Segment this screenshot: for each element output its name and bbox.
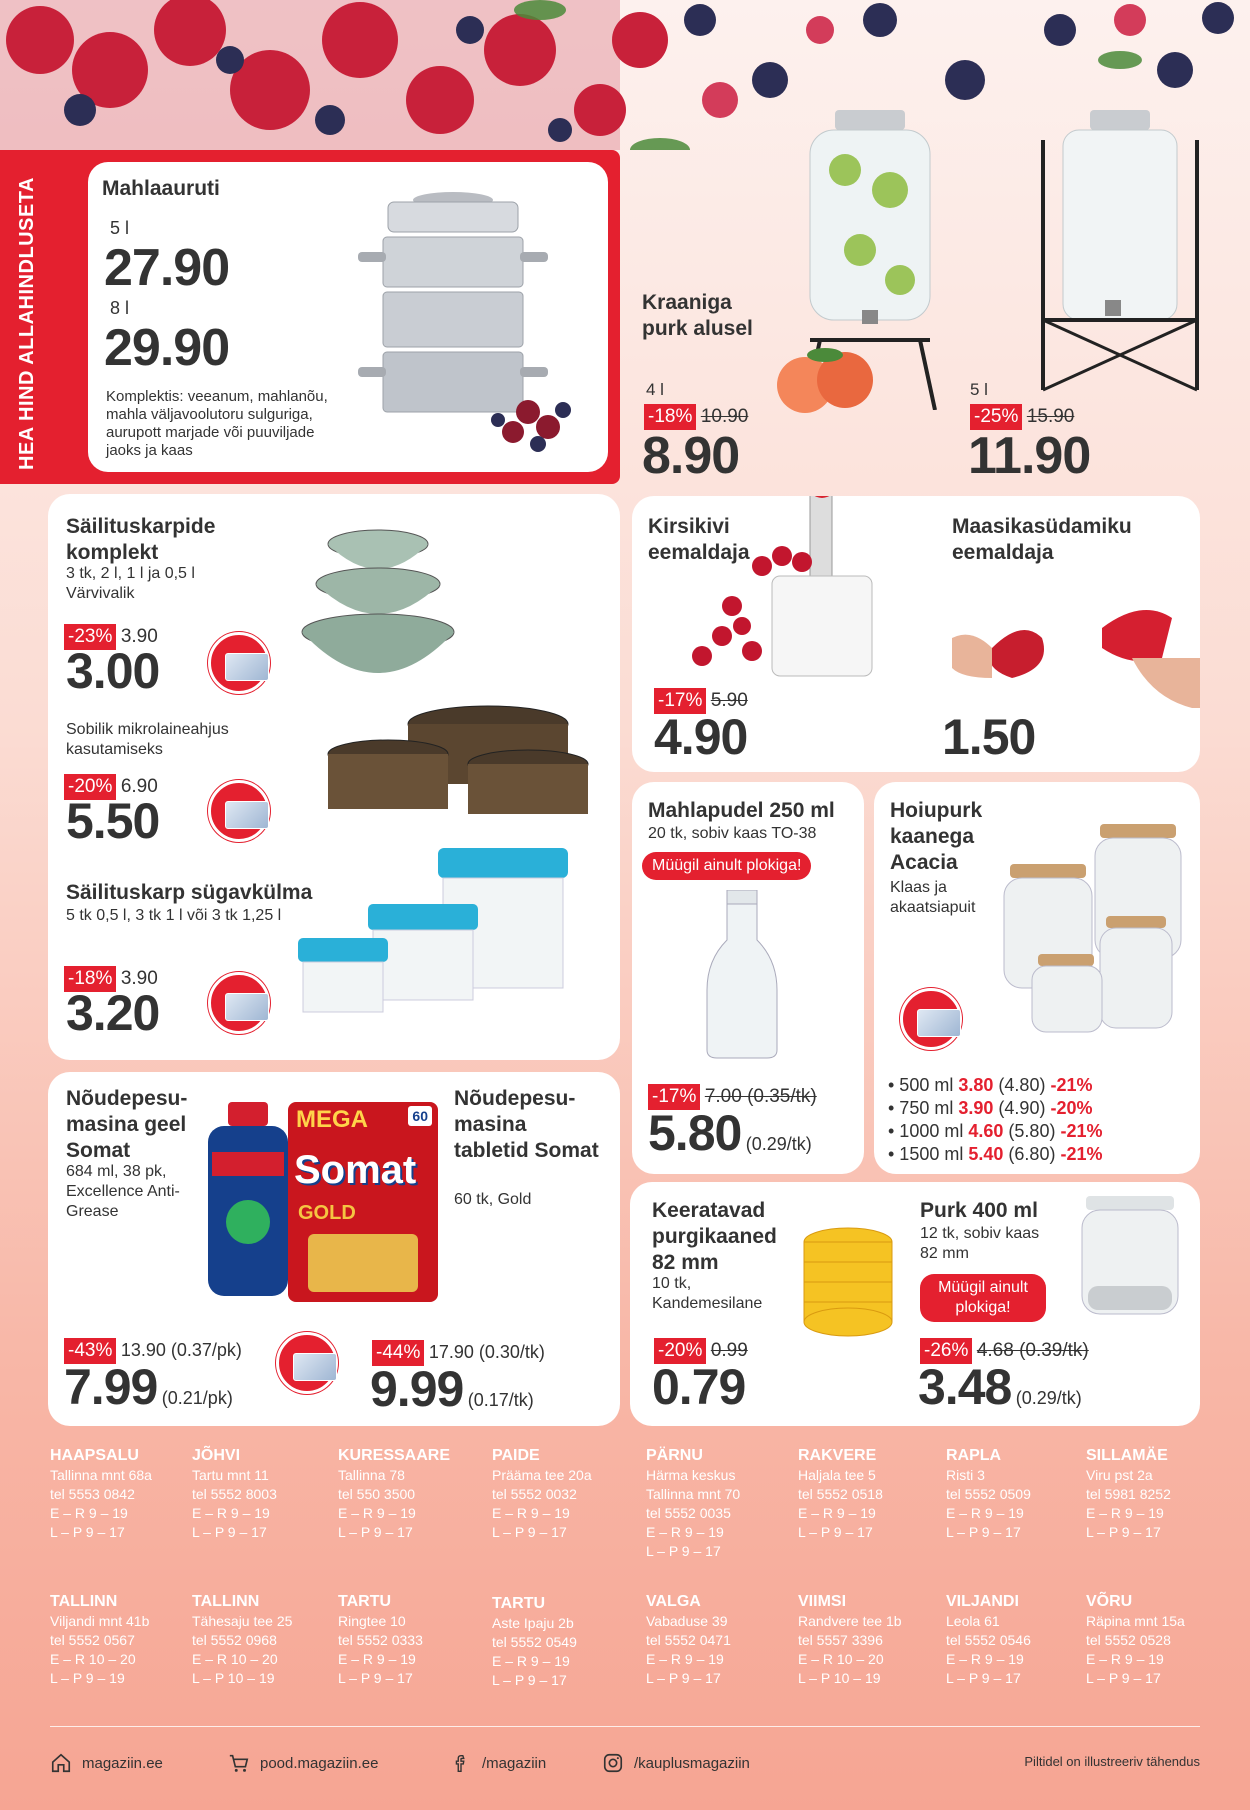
- jar-row-old: (6.80): [1008, 1144, 1056, 1164]
- store-line: L – P 9 – 17: [946, 1670, 1021, 1686]
- store-line: L – P 9 – 17: [50, 1524, 125, 1540]
- store-line: E – R 9 – 19: [1086, 1651, 1164, 1667]
- store-line: L – P 9 – 17: [338, 1670, 413, 1686]
- jar400-block-pill: Müügil ainult plokiga!: [920, 1274, 1046, 1322]
- store-name: RAPLA: [946, 1447, 1002, 1464]
- jar-row-old: (5.80): [1008, 1121, 1056, 1141]
- store-name: VIIMSI: [798, 1593, 847, 1610]
- store-line: E – R 9 – 19: [338, 1505, 416, 1521]
- store-line: tel 5552 0549: [492, 1634, 577, 1650]
- jar400-price-row: [918, 1360, 1082, 1414]
- store-line: Räpina mnt 15a: [1086, 1613, 1185, 1629]
- jar400-desc: 12 tk, sobiv kaas 82 mm: [920, 1225, 1040, 1262]
- loyalty-card-icon: [293, 1353, 337, 1381]
- store-tallinn-2: [192, 1592, 292, 1688]
- dispenser-section: [630, 110, 1230, 490]
- jar-row-old: (4.80): [998, 1075, 1046, 1095]
- lids-image: [798, 1222, 898, 1342]
- store-line: tel 5981 8252: [1086, 1486, 1171, 1502]
- somat-card: [48, 1072, 620, 1426]
- bowls-image: [298, 514, 458, 694]
- jar-row-pct: -21%: [1060, 1121, 1103, 1141]
- store-line: Prääma tee 20a: [492, 1467, 592, 1483]
- cherry-price: 4.90: [654, 709, 748, 765]
- jar-price-row: [888, 1074, 1103, 1097]
- loyalty-card-icon: [225, 801, 269, 829]
- store-name: VÕRU: [1086, 1593, 1133, 1610]
- store-line: E – R 9 – 19: [946, 1505, 1024, 1521]
- jar400-badge: -26%: [920, 1338, 972, 1364]
- store-line: tel 550 3500: [338, 1486, 416, 1502]
- freezer-price: 3.20: [66, 985, 160, 1041]
- containers-title: Säilituskarpide komplekt: [66, 515, 216, 564]
- store-line: tel 5552 0546: [946, 1632, 1031, 1648]
- store-kuressaare: [338, 1446, 450, 1542]
- loyalty-card-badge: [208, 632, 270, 694]
- bottle-old: 7.00 (0.35/tk): [704, 1086, 817, 1107]
- jar-row-pct: -21%: [1060, 1144, 1103, 1164]
- jar-row-pct: -20%: [1050, 1098, 1093, 1118]
- store-line: Randvere tee 1b: [798, 1613, 902, 1629]
- cherry-old: 5.90: [710, 690, 748, 711]
- store-line: E – R 9 – 19: [646, 1651, 724, 1667]
- store-voru: [1086, 1592, 1185, 1688]
- loyalty-card-badge: [208, 972, 270, 1034]
- jar-row-price: 5.40: [968, 1144, 1004, 1164]
- store-line: E – R 9 – 19: [338, 1651, 416, 1667]
- somat-gel-desc: 684 ml, 38 pk, Excellence Anti-Grease: [66, 1163, 180, 1220]
- somat-gel-old: 13.90 (0.37/pk): [120, 1340, 242, 1360]
- bottle-image: [702, 890, 782, 1060]
- store-line: Aste Ipaju 2b: [492, 1615, 574, 1631]
- somat-tabs-unit: (0.17/tk): [467, 1390, 534, 1410]
- footer-divider: [50, 1726, 1200, 1727]
- store-name: TALLINN: [50, 1593, 118, 1610]
- jar-row-size: • 750 ml: [888, 1098, 954, 1118]
- dispenser-a-price: 8.90: [642, 427, 740, 485]
- store-line: tel 5553 0842: [50, 1486, 135, 1502]
- jar-price-row: [888, 1097, 1103, 1120]
- footer-instagram-link[interactable]: [602, 1752, 750, 1774]
- store-line: tel 5557 3396: [798, 1632, 883, 1648]
- store-line: L – P 9 – 17: [646, 1543, 721, 1559]
- store-name: TARTU: [338, 1593, 392, 1610]
- lids-badge: -20%: [654, 1338, 706, 1364]
- steamer-size1: 5 l: [110, 218, 130, 238]
- loyalty-card-icon: [225, 993, 269, 1021]
- store-rapla: [946, 1446, 1031, 1542]
- store-line: Ringtee 10: [338, 1613, 406, 1629]
- jar400-old: 4.68 (0.39/tk): [976, 1340, 1089, 1361]
- bottle-price-row: [648, 1106, 812, 1160]
- store-line: Tartu mnt 11: [192, 1467, 269, 1483]
- store-line: L – P 10 – 19: [192, 1670, 275, 1686]
- store-list: [0, 1446, 1250, 1706]
- dispenser-a-size: 4 l: [646, 380, 664, 399]
- footer-shop-link[interactable]: [228, 1752, 378, 1774]
- steamer-desc: Komplektis: veeanum, mahlanõu, mahla väljavoolutoru sulguriga, aurupott marjade või puuviljade jaoks ja kaas: [106, 388, 328, 459]
- store-line: tel 5552 0528: [1086, 1632, 1171, 1648]
- jar-row-size: • 1500 ml: [888, 1144, 964, 1164]
- store-tartu-2: [492, 1594, 577, 1690]
- store-paide: [492, 1446, 592, 1542]
- store-line: E – R 9 – 19: [492, 1653, 570, 1669]
- dispenser-b-old: 15.90: [1026, 406, 1075, 427]
- lids-price: 0.79: [652, 1359, 746, 1415]
- somat-pack-brand: Somat: [294, 1148, 417, 1192]
- bottle-unit: (0.29/tk): [745, 1134, 812, 1154]
- containers-card: [48, 494, 620, 1060]
- store-name: PAIDE: [492, 1447, 540, 1464]
- somat-tabs-badge: -44%: [372, 1340, 424, 1366]
- store-name: PÄRNU: [646, 1447, 703, 1464]
- loyalty-card-badge: [900, 988, 962, 1050]
- loyalty-card-icon: [225, 653, 269, 681]
- jar-desc: Klaas ja akaatsiapuit: [890, 879, 976, 916]
- steamer-title: Mahlaauruti: [102, 177, 220, 200]
- store-line: E – R 10 – 20: [50, 1651, 136, 1667]
- pitter-card: [632, 496, 1200, 772]
- jar-card: [874, 782, 1200, 1174]
- dispenser-a-old: 10.90: [700, 406, 749, 427]
- somat-tabs-price: 9.99: [370, 1361, 464, 1417]
- facebook-icon: [450, 1752, 472, 1774]
- jar-price-row: [888, 1120, 1103, 1143]
- store-name: TARTU: [492, 1595, 546, 1612]
- strawberry-title: Maasikasüdamiku eemaldaja: [952, 515, 1132, 564]
- freezer-old: 3.90: [120, 968, 158, 989]
- freezer-title: Säilituskarp sügavkülma: [66, 881, 313, 904]
- store-line: Vabaduse 39: [646, 1613, 728, 1629]
- lids-old: 0.99: [710, 1340, 748, 1361]
- footer-facebook-text: /magaziin: [482, 1754, 547, 1772]
- vertical-banner: [16, 160, 50, 470]
- jar-row-price: 3.90: [958, 1098, 994, 1118]
- store-line: E – R 10 – 20: [798, 1651, 884, 1667]
- store-parnu: [646, 1446, 740, 1561]
- dispenser-b-price: 11.90: [968, 427, 1091, 485]
- store-viimsi: [798, 1592, 902, 1688]
- store-line: L – P 9 – 17: [492, 1672, 567, 1688]
- jar-image: [1000, 824, 1190, 1034]
- store-line: L – P 9 – 19: [50, 1670, 125, 1686]
- containers-desc1: 3 tk, 2 l, 1 l ja 0,5 l: [66, 565, 195, 582]
- somat-pack-mega: MEGA: [296, 1106, 368, 1133]
- store-line: E – R 9 – 19: [946, 1651, 1024, 1667]
- footer-site-text: magaziin.ee: [82, 1754, 163, 1772]
- store-line: tel 5552 0518: [798, 1486, 883, 1502]
- instagram-icon: [602, 1752, 624, 1774]
- store-line: tel 5552 8003: [192, 1486, 277, 1502]
- cherry-pitter-image: [672, 496, 932, 686]
- store-line: Tallinna 78: [338, 1467, 405, 1483]
- containers-price: 3.00: [66, 643, 160, 699]
- freezer-boxes-image: [298, 838, 598, 1038]
- store-valga: [646, 1592, 731, 1688]
- loyalty-card-badge: [208, 780, 270, 842]
- store-line: tel 5552 0471: [646, 1632, 731, 1648]
- store-name: JÕHVI: [192, 1447, 241, 1464]
- store-rakvere: [798, 1446, 883, 1542]
- store-line: tel 5552 0035: [646, 1505, 731, 1521]
- store-tallinn-1: [50, 1592, 149, 1688]
- store-line: E – R 10 – 20: [192, 1651, 278, 1667]
- store-line: Tallinna mnt 70: [646, 1486, 741, 1502]
- store-line: tel 5552 0333: [338, 1632, 423, 1648]
- containers-micro-price: 5.50: [66, 793, 160, 849]
- footer-note: Piltidel on illustreeriv tähendus: [1024, 1754, 1200, 1769]
- store-line: Härma keskus: [646, 1467, 736, 1483]
- jar-row-size: • 500 ml: [888, 1075, 954, 1095]
- jar-row-size: • 1000 ml: [888, 1121, 964, 1141]
- store-line: E – R 9 – 19: [798, 1505, 876, 1521]
- cart-icon: [228, 1752, 250, 1774]
- store-line: Leola 61: [946, 1613, 1000, 1629]
- store-name: HAAPSALU: [50, 1447, 139, 1464]
- store-haapsalu: [50, 1446, 152, 1542]
- somat-pack-tablet: [308, 1234, 418, 1292]
- store-name: KURESSAARE: [338, 1447, 451, 1464]
- jar400-price: 3.48: [918, 1359, 1012, 1415]
- somat-pack-gold: GOLD: [298, 1202, 356, 1224]
- somat-tabs-old: 17.90 (0.30/tk): [428, 1342, 545, 1362]
- store-line: Viljandi mnt 41b: [50, 1613, 150, 1629]
- somat-gel-price: 7.99: [64, 1359, 158, 1415]
- dispenser-image-right: [1035, 110, 1205, 400]
- bottle-desc: 20 tk, sobiv kaas TO-38: [648, 825, 817, 842]
- store-line: Tallinna mnt 68a: [50, 1467, 152, 1483]
- bottle-price: 5.80: [648, 1105, 742, 1161]
- strawberry-huller-image: [952, 588, 1200, 708]
- footer-facebook-link[interactable]: [450, 1752, 546, 1774]
- somat-gel-price-row: [64, 1360, 233, 1414]
- footer-shop-text: pood.magaziin.ee: [260, 1754, 379, 1772]
- footer-instagram-text: /kauplusmagaziin: [634, 1754, 750, 1772]
- store-line: tel 5552 0968: [192, 1632, 277, 1648]
- store-line: L – P 9 – 17: [1086, 1524, 1161, 1540]
- containers-old: 3.90: [120, 626, 158, 647]
- lids-card: [630, 1182, 1200, 1426]
- store-line: tel 5552 0567: [50, 1632, 135, 1648]
- steamer-price1: 27.90: [104, 239, 230, 297]
- store-name: RAKVERE: [798, 1447, 877, 1464]
- freezer-badge: -18%: [64, 966, 116, 992]
- store-line: Haljala tee 5: [798, 1467, 876, 1483]
- store-line: E – R 9 – 19: [50, 1505, 128, 1521]
- freezer-desc: 5 tk 0,5 l, 3 tk 1 l või 3 tk 1,25 l: [66, 907, 282, 924]
- containers-micro-badge: -20%: [64, 774, 116, 800]
- store-line: L – P 9 – 17: [1086, 1670, 1161, 1686]
- jar-title: Hoiupurk kaanega Acacia: [890, 799, 983, 874]
- peach-image: [770, 340, 880, 420]
- pots-image: [318, 694, 598, 824]
- footer-site-link[interactable]: [50, 1752, 163, 1774]
- store-line: E – R 9 – 19: [492, 1505, 570, 1521]
- store-tartu-1: [338, 1592, 423, 1688]
- dispenser-b-size: 5 l: [970, 380, 988, 399]
- lids-desc: 10 tk, Kandemesilane: [652, 1275, 763, 1312]
- store-line: L – P 9 – 17: [192, 1524, 267, 1540]
- cherry-title: Kirsikivi eemaldaja: [648, 515, 750, 564]
- store-line: Risti 3: [946, 1467, 985, 1483]
- store-line: E – R 9 – 19: [646, 1524, 724, 1540]
- vertical-banner-text: HEA HIND ALLAHINDLUSETA: [16, 177, 38, 470]
- loyalty-card-badge: [276, 1332, 338, 1394]
- store-line: L – P 9 – 17: [646, 1670, 721, 1686]
- store-line: Tähesaju tee 25: [192, 1613, 293, 1629]
- somat-tabs-desc: 60 tk, Gold: [454, 1191, 532, 1208]
- store-line: Viru pst 2a: [1086, 1467, 1153, 1483]
- store-line: L – P 9 – 17: [798, 1524, 873, 1540]
- somat-gel-title: Nõudepesu-masina geel Somat: [66, 1087, 188, 1162]
- cherry-badge: -17%: [654, 688, 706, 714]
- steamer-image: [338, 182, 598, 462]
- home-icon: [50, 1752, 72, 1774]
- dispenser-title: Kraaniga purk alusel: [642, 291, 753, 340]
- somat-tabs-price-row: [370, 1362, 534, 1416]
- somat-gel-bottle-image: [198, 1102, 298, 1302]
- store-name: VILJANDI: [946, 1593, 1019, 1610]
- steamer-card: [88, 162, 608, 472]
- store-line: E – R 9 – 19: [1086, 1505, 1164, 1521]
- steamer-price2: 29.90: [104, 319, 230, 377]
- bottle-badge: -17%: [648, 1084, 700, 1110]
- somat-tabs-pack: [288, 1102, 438, 1302]
- lids-title: Keeratavad purgikaaned 82 mm: [652, 1199, 777, 1274]
- jar-row-price: 3.80: [958, 1075, 994, 1095]
- store-line: L – P 9 – 17: [492, 1524, 567, 1540]
- jar-price-row: [888, 1143, 1103, 1166]
- somat-tabs-title: Nõudepesu-masina tabletid Somat: [454, 1087, 599, 1162]
- strawberry-price: 1.50: [942, 709, 1036, 765]
- store-viljandi: [946, 1592, 1031, 1688]
- jar-row-price: 4.60: [968, 1121, 1004, 1141]
- store-line: tel 5552 0509: [946, 1486, 1031, 1502]
- store-sillamae: [1086, 1446, 1171, 1542]
- bottle-title: Mahlapudel 250 ml: [648, 799, 835, 822]
- store-johvi: [192, 1446, 277, 1542]
- bottle-block-pill: Müügil ainult plokiga!: [642, 852, 811, 880]
- containers-micro-old: 6.90: [120, 776, 158, 797]
- jar400-title: Purk 400 ml: [920, 1199, 1038, 1222]
- jar400-unit: (0.29/tk): [1015, 1388, 1082, 1408]
- jar-price-list: [888, 1074, 1103, 1166]
- jar-row-pct: -21%: [1050, 1075, 1093, 1095]
- jar400-image: [1078, 1196, 1182, 1316]
- steamer-size2: 8 l: [110, 298, 130, 318]
- somat-pack-count: 60: [408, 1106, 432, 1126]
- somat-gel-badge: -43%: [64, 1338, 116, 1364]
- store-name: SILLAMÄE: [1086, 1447, 1168, 1464]
- store-line: L – P 10 – 19: [798, 1670, 881, 1686]
- dispenser-b-badge: -25%: [970, 404, 1022, 430]
- bottle-card: [632, 782, 864, 1174]
- dispenser-a-badge: -18%: [644, 404, 696, 430]
- store-line: tel 5552 0032: [492, 1486, 577, 1502]
- jar-row-old: (4.90): [998, 1098, 1046, 1118]
- containers-micro: Sobilik mikrolaineahjus kasutamiseks: [66, 721, 229, 758]
- store-name: VALGA: [646, 1593, 701, 1610]
- containers-badge: -23%: [64, 624, 116, 650]
- somat-gel-unit: (0.21/pk): [161, 1388, 233, 1408]
- store-line: L – P 9 – 17: [946, 1524, 1021, 1540]
- containers-desc2: Värvivalik: [66, 585, 135, 602]
- store-line: E – R 9 – 19: [192, 1505, 270, 1521]
- store-line: L – P 9 – 17: [338, 1524, 413, 1540]
- store-name: TALLINN: [192, 1593, 260, 1610]
- loyalty-card-icon: [917, 1009, 961, 1037]
